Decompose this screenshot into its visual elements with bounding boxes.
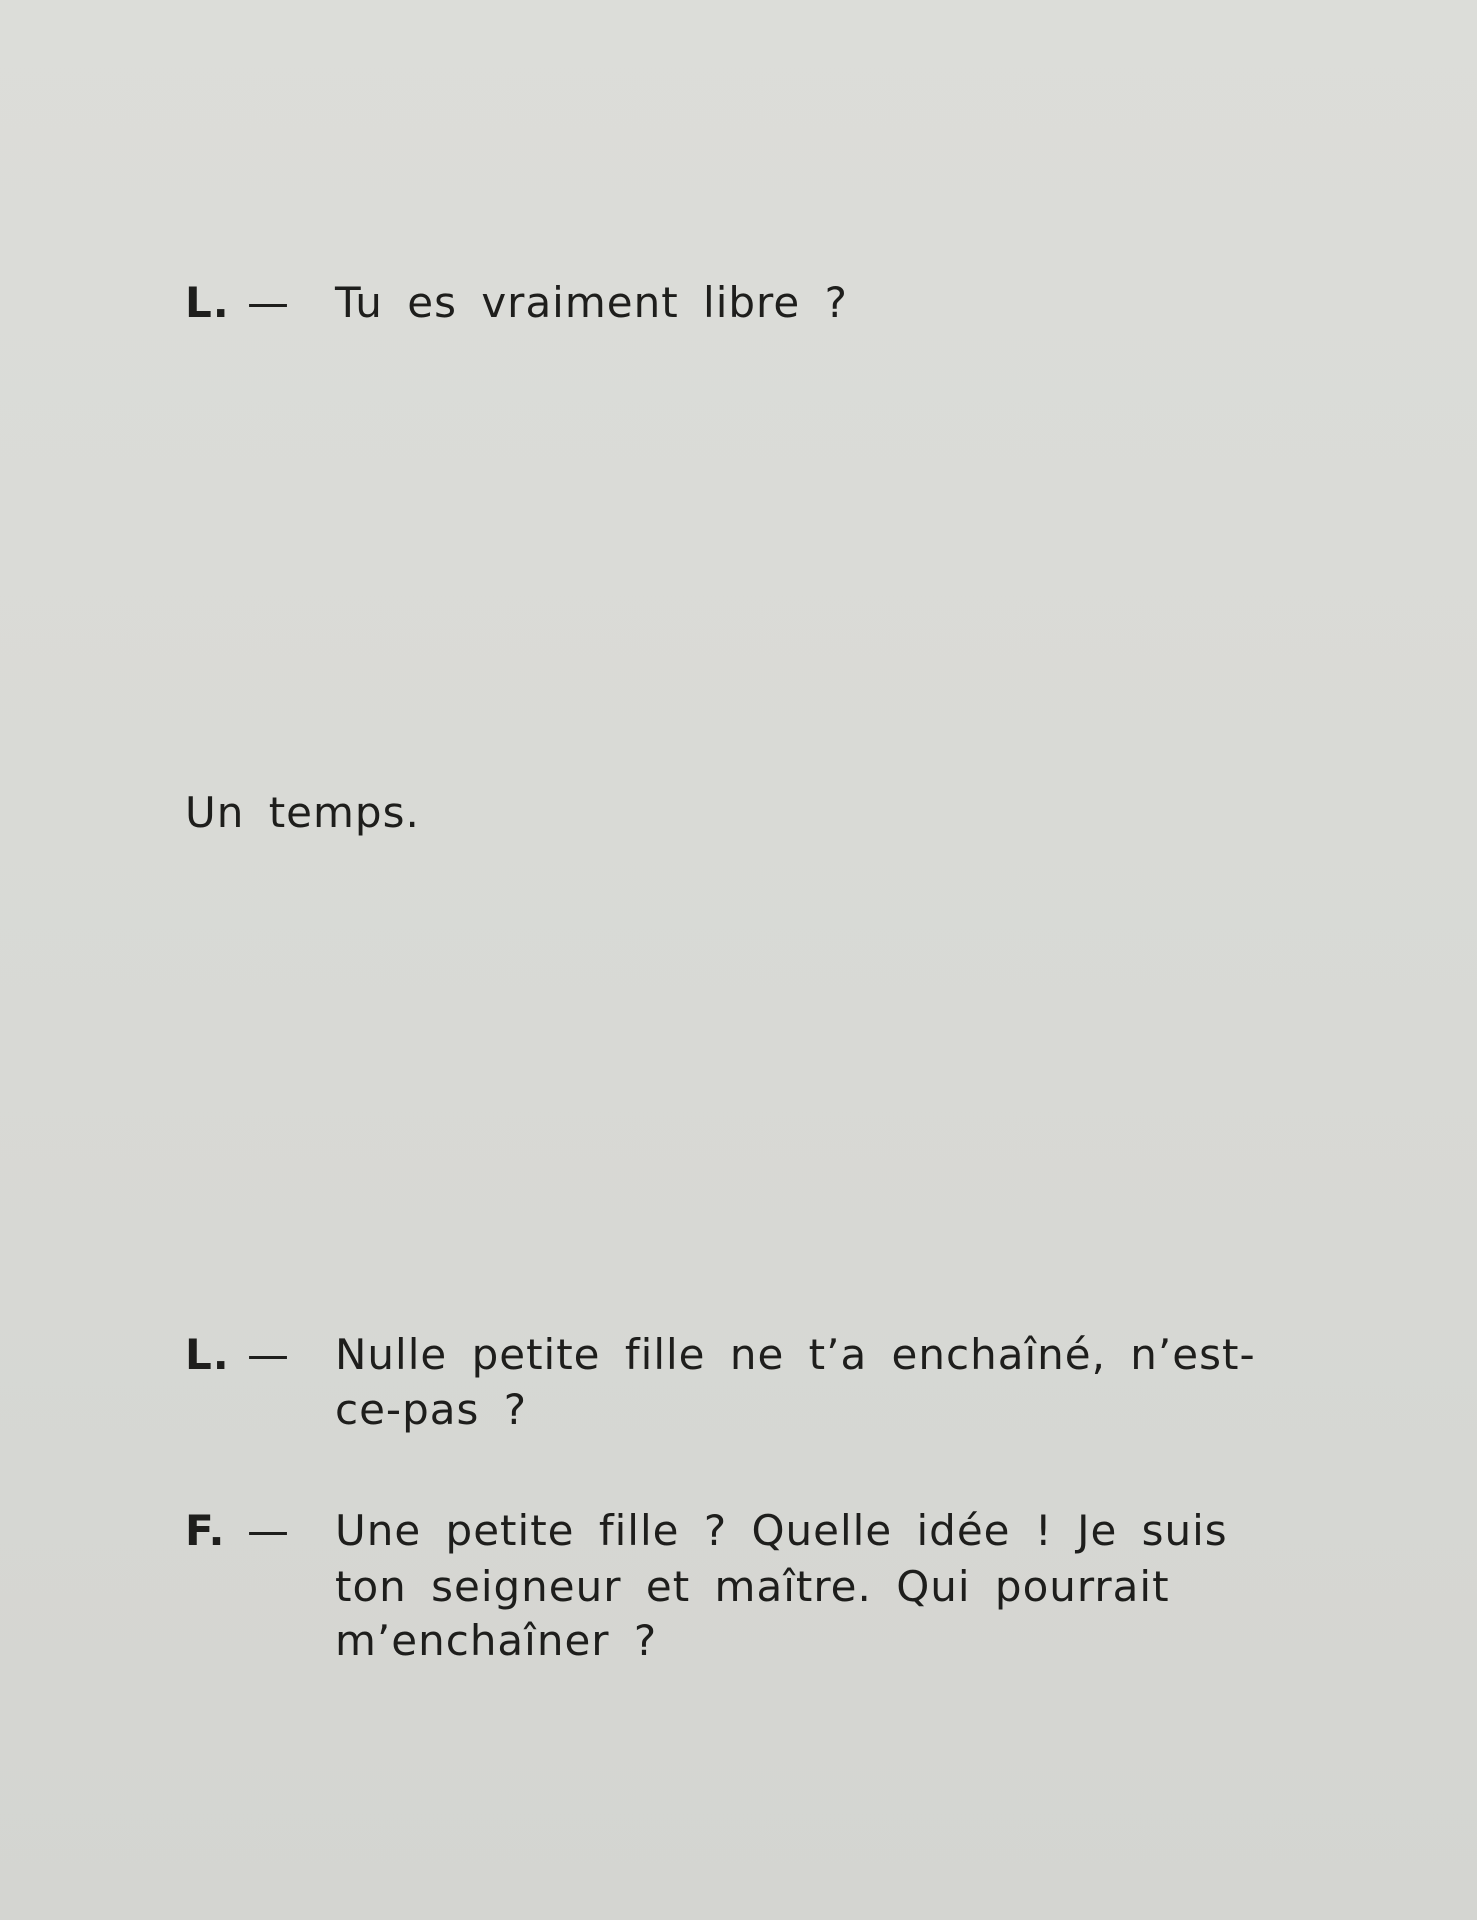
- dialogue-line-2: [185, 1328, 1256, 1382]
- dialogue-text: Une petite fille ? Quelle idée ! Je suis: [335, 1506, 1228, 1555]
- stage-direction: Un temps.: [185, 788, 420, 837]
- dialogue-continuation: ton seigneur et maître. Qui pourrait: [335, 1562, 1170, 1611]
- dialogue-dash: —: [247, 1506, 290, 1555]
- dialogue-dash: —: [247, 1330, 290, 1379]
- dialogue-text: Nulle petite fille ne t’a enchaîné, n’est-: [335, 1330, 1256, 1379]
- dialogue-line-3: [185, 1504, 1228, 1558]
- dialogue-continuation: ce-pas ?: [335, 1385, 528, 1434]
- dialogue-line-1: [185, 276, 848, 330]
- dialogue-dash: —: [247, 278, 290, 327]
- speaker-label: L.: [185, 278, 230, 327]
- speaker-label: F.: [185, 1506, 226, 1555]
- dialogue-text: Tu es vraiment libre ?: [335, 278, 848, 327]
- dialogue-continuation: m’enchaîner ?: [335, 1616, 658, 1665]
- speaker-label: L.: [185, 1330, 230, 1379]
